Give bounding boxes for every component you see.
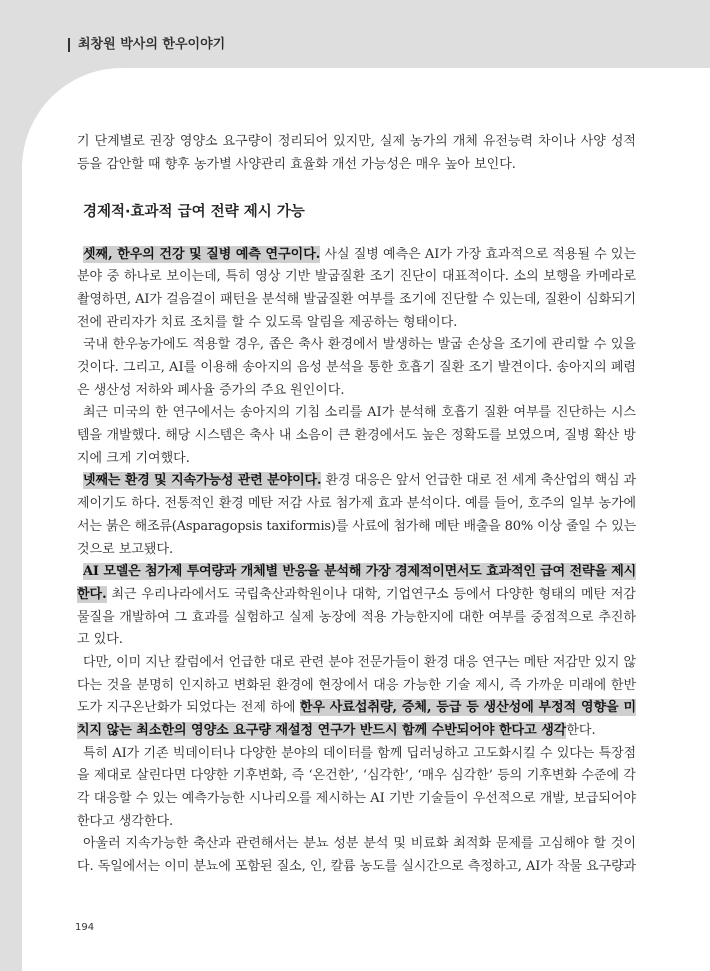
paragraph [77, 470, 636, 561]
text-run: 것이다. 그리고, AI를 이용해 송아지의 음성 분석을 통한 호흡기 질환 조기 발견이다. 송아지의 폐렴 [77, 360, 636, 376]
highlighted-text: 한다. [77, 586, 107, 602]
paragraph [77, 244, 636, 335]
text-run: 아울러 지속가능한 축산과 관련해서는 분뇨 성분 분석 및 비료화 최적화 문제를 고심해야 할 것이 [83, 836, 636, 852]
highlighted-text: 한우 사료섭취량, 증체, 등급 등 생산성에 부정적 영향을 미 [299, 700, 637, 716]
text-run: 환경 대응은 앞서 언급한 대로 전 세계 축산업의 핵심 과 [321, 473, 637, 489]
text-run: 고 있다. [77, 632, 123, 648]
text-run: 촬영하면, AI가 걸음걸이 패턴을 분석해 발굽질환 여부를 조기에 진단할 수 있는데, 질환이 심화되기 [77, 291, 636, 307]
body-line [77, 811, 636, 834]
body-line [77, 607, 636, 630]
running-header [0, 0, 710, 68]
text-run: 각 대응할 수 있는 예측가능한 시나리오를 제시하는 AI 기반 기술들이 우선적으로 개발, 보급되어야 [77, 791, 636, 807]
text-run: 물질을 개발하여 그 효과를 실험하고 실제 농장에 적용 가능한지에 대한 여부를 중점적으로 추진하 [77, 609, 636, 625]
body-line [77, 561, 636, 584]
body-line [77, 765, 636, 788]
section-heading: 경제적·효과적 급여 전략 제시 가능 [83, 204, 305, 220]
paragraph [77, 652, 636, 743]
body-line [77, 788, 636, 811]
body-line [77, 539, 636, 562]
body-line [77, 697, 636, 720]
body-line [77, 380, 636, 403]
text-run: 다. 독일에서는 이미 분뇨에 포함된 질소, 인, 칼륨 농도를 실시간으로 측정하고, AI가 작물 요구량과 [77, 859, 636, 875]
text-run: 다는 것을 분명히 인지하고 변화된 환경에 현장에서 대응 가능한 기술 제시, 즉 가까운 미래에 한반 [77, 677, 636, 693]
text-run: 분야 중 하나로 보이는데, 특히 영상 기반 발굽질환 조기 진단이 대표적이다. 소의 보행을 카메라로 [77, 269, 636, 285]
body-line [77, 516, 636, 539]
body-line [77, 629, 636, 652]
body-line [77, 470, 636, 493]
text-run: 제이기도 하다. 전통적인 환경 메탄 저감 사료 첨가제 효과 분석이다. 예를 들어, 호주의 일부 농가에 [77, 496, 636, 512]
text-run: 템을 개발했다. 해당 시스템은 축사 내 소음이 큰 환경에서도 높은 정확도를 보였으며, 질병 확산 방 [77, 428, 636, 444]
paragraph [77, 561, 636, 652]
text-run: 국내 한우농가에도 적용할 경우, 좁은 축사 환경에서 발생하는 발굽 손상을 조기에 관리할 수 있을 [83, 337, 636, 353]
text-run: 사실 질병 예측은 AI가 가장 효과적으로 적용될 수 있는 [320, 246, 636, 262]
body-line [77, 584, 636, 607]
text-run: 도가 지구온난화가 되었다는 전제 하에 [77, 700, 300, 716]
page-number: 194 [75, 922, 95, 933]
paragraph [77, 402, 636, 470]
paragraph [77, 334, 636, 402]
body-line [77, 675, 636, 698]
highlighted-text: 셋째, 한우의 건강 및 질병 예측 연구이다. [83, 246, 321, 262]
text-run: 특히 AI가 기존 빅데이터나 다양한 분야의 데이터를 함께 딥러닝하고 고도화시킬 수 있다는 특장점 [83, 745, 636, 761]
body-line [77, 448, 636, 471]
body-line [77, 334, 636, 357]
body-text [77, 244, 636, 879]
body-line [77, 743, 636, 766]
text-run: 서는 붉은 해조류(Asparagopsis taxiformis)를 사료에 첨가해 메탄 배출을 80% 이상 줄일 수 있는 [77, 518, 636, 534]
highlighted-text: 넷째는 환경 및 지속가능성 관련 분야이다. [83, 473, 322, 489]
body-line [77, 493, 636, 516]
body-line [77, 357, 636, 380]
text-run: 최근 미국의 한 연구에서는 송아지의 기침 소리를 AI가 분석해 호흡기 질환 여부를 진단하는 시스 [83, 405, 636, 421]
text-run: 한다고 생각한다. [77, 813, 174, 829]
text-run: 것으로 보고됐다. [77, 541, 174, 557]
text-run: 지에 크게 기여했다. [77, 450, 190, 466]
intro-line: 등을 감안할 때 향후 농가별 사양관리 효율화 개선 가능성은 매우 높아 보인다. [77, 156, 516, 172]
text-run: 을 제대로 살린다면 다양한 기후변화, 즉 ‘온건한’, ‘심각한’, ‘매우 심각한’ 등의 기후변화 수준에 각 [77, 768, 636, 784]
text-run: 은 생산성 저하와 폐사율 증가의 주요 원인이다. [77, 382, 345, 398]
body-line [77, 833, 636, 856]
body-line [77, 244, 636, 267]
highlighted-text: AI 모델은 첨가제 투여량과 개체별 반응을 분석해 가장 경제적이면서도 효과적인 급여 전략을 제시 [83, 564, 637, 580]
paragraph [77, 743, 636, 834]
body-line [77, 312, 636, 335]
paragraph [77, 833, 636, 878]
intro-line: 기 단계별로 권장 영양소 요구량이 정리되어 있지만, 실제 농가의 개체 유전능력 차이나 사양 성적 [77, 134, 636, 149]
body-line [77, 266, 636, 289]
book-title: 최창원 박사의 한우이야기 [78, 37, 226, 52]
body-line [77, 720, 636, 743]
text-run: 한다. [566, 723, 596, 739]
body-line [77, 402, 636, 425]
text-run: 최근 우리나라에서도 국립축산과학원이나 대학, 기업연구소 등에서 다양한 형태의 메탄 저감 [106, 586, 636, 602]
body-line [77, 425, 636, 448]
continued-paragraph [77, 131, 636, 176]
body-line [77, 856, 636, 879]
header-divider [68, 38, 70, 52]
text-run: 다만, 이미 지난 칼럼에서 언급한 대로 관련 분야 전문가들이 환경 대응 연구는 메탄 저감만 있지 않 [83, 654, 636, 670]
highlighted-text: 치지 않는 최소한의 영양소 요구량 재설정 연구가 반드시 함께 수반되어야 한다고 생각 [77, 723, 567, 739]
body-line [77, 652, 636, 675]
body-line [77, 289, 636, 312]
text-run: 전에 관리자가 치료 조치를 할 수 있도록 알림을 제공하는 형태이다. [77, 314, 458, 330]
